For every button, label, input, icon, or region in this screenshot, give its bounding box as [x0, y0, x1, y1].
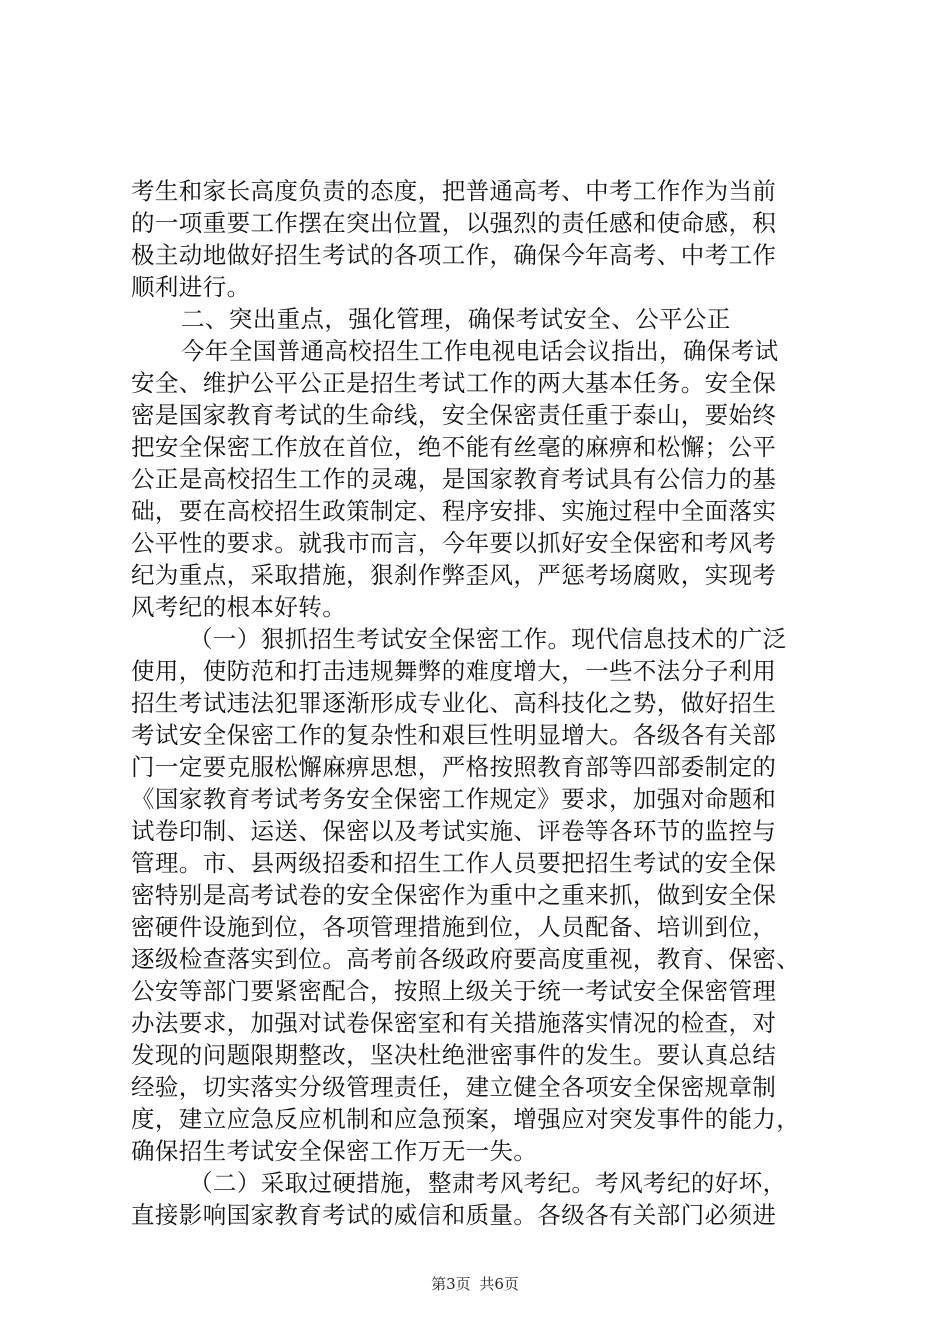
paragraph-line: 极主动地做好招生考试的各项工作，确保今年高考、中考工作	[131, 241, 777, 269]
paragraph-line: 纪为重点，采取措施，狠刹作弊歪风，严惩考场腐败，实现考	[131, 561, 777, 589]
paragraph-line: 公平性的要求。就我市而言，今年要以抓好安全保密和考风考	[131, 529, 777, 557]
paragraph-line: 考试安全保密工作的复杂性和艰巨性明显增大。各级各有关部	[131, 721, 777, 749]
paragraph-line: 密特别是高考试卷的安全保密作为重中之重来抓，做到安全保	[131, 881, 777, 909]
paragraph-line: 今年全国普通高校招生工作电视电话会议指出，确保考试	[181, 337, 779, 365]
section-heading: 二、突出重点，强化管理，确保考试安全、公平公正	[181, 305, 731, 333]
paragraph-line: 招生考试违法犯罪逐渐形成专业化、高科技化之势，做好招生	[131, 689, 777, 717]
subsection-heading: （一）狠抓招生考试安全保密工作。现代信息技术的广泛	[189, 625, 787, 653]
paragraph-line: 考生和家长高度负责的态度，把普通高考、中考工作作为当前	[131, 177, 777, 205]
paragraph-line: 逐级检查落实到位。高考前各级政府要高度重视，教育、保密、	[131, 945, 801, 973]
paragraph-line: 顺利进行。	[131, 273, 251, 301]
paragraph-line: 公正是高校招生工作的灵魂，是国家教育考试具有公信力的基	[131, 465, 777, 493]
page-total: 共6页	[479, 1275, 519, 1293]
paragraph-line: 把安全保密工作放在首位，绝不能有丝毫的麻痹和松懈；公平	[131, 433, 777, 461]
paragraph-line: 密硬件设施到位，各项管理措施到位，人员配备、培训到位，	[131, 913, 777, 941]
page-footer	[0, 1273, 950, 1294]
document-body	[131, 175, 831, 1231]
paragraph-line: 公安等部门要紧密配合，按照上级关于统一考试安全保密管理	[131, 977, 777, 1005]
paragraph-line: 础，要在高校招生政策制定、程序安排、实施过程中全面落实	[131, 497, 777, 525]
paragraph-line: 密是国家教育考试的生命线，安全保密责任重于泰山，要始终	[131, 401, 777, 429]
paragraph-line: 直接影响国家教育考试的威信和质量。各级各有关部门必须进	[131, 1201, 777, 1229]
paragraph-line: 试卷印制、运送、保密以及考试实施、评卷等各环节的监控与	[131, 817, 777, 845]
subsection-heading: （二）采取过硬措施，整肃考风考纪。考风考纪的好坏，	[189, 1169, 787, 1197]
paragraph-line: 办法要求，加强对试卷保密室和有关措施落实情况的检查，对	[131, 1009, 777, 1037]
paragraph-line: 管理。市、县两级招委和招生工作人员要把招生考试的安全保	[131, 849, 777, 877]
paragraph-line: 门一定要克服松懈麻痹思想，严格按照教育部等四部委制定的	[131, 753, 777, 781]
paragraph-line: 风考纪的根本好转。	[131, 593, 347, 621]
paragraph-line: 确保招生考试安全保密工作万无一失。	[131, 1137, 538, 1165]
page-number: 第3页	[431, 1275, 471, 1293]
paragraph-line: 经验，切实落实分级管理责任，建立健全各项安全保密规章制	[131, 1073, 777, 1101]
paragraph-line: 发现的问题限期整改，坚决杜绝泄密事件的发生。要认真总结	[131, 1041, 777, 1069]
paragraph-line: 《国家教育考试考务安全保密工作规定》要求，加强对命题和	[131, 785, 777, 813]
paragraph-line: 度，建立应急反应机制和应急预案，增强应对突发事件的能力，	[131, 1105, 801, 1133]
paragraph-line: 使用，使防范和打击违规舞弊的难度增大，一些不法分子利用	[131, 657, 777, 685]
paragraph-line: 的一项重要工作摆在突出位置，以强烈的责任感和使命感，积	[131, 209, 777, 237]
paragraph-line: 安全、维护公平公正是招生考试工作的两大基本任务。安全保	[131, 369, 777, 397]
